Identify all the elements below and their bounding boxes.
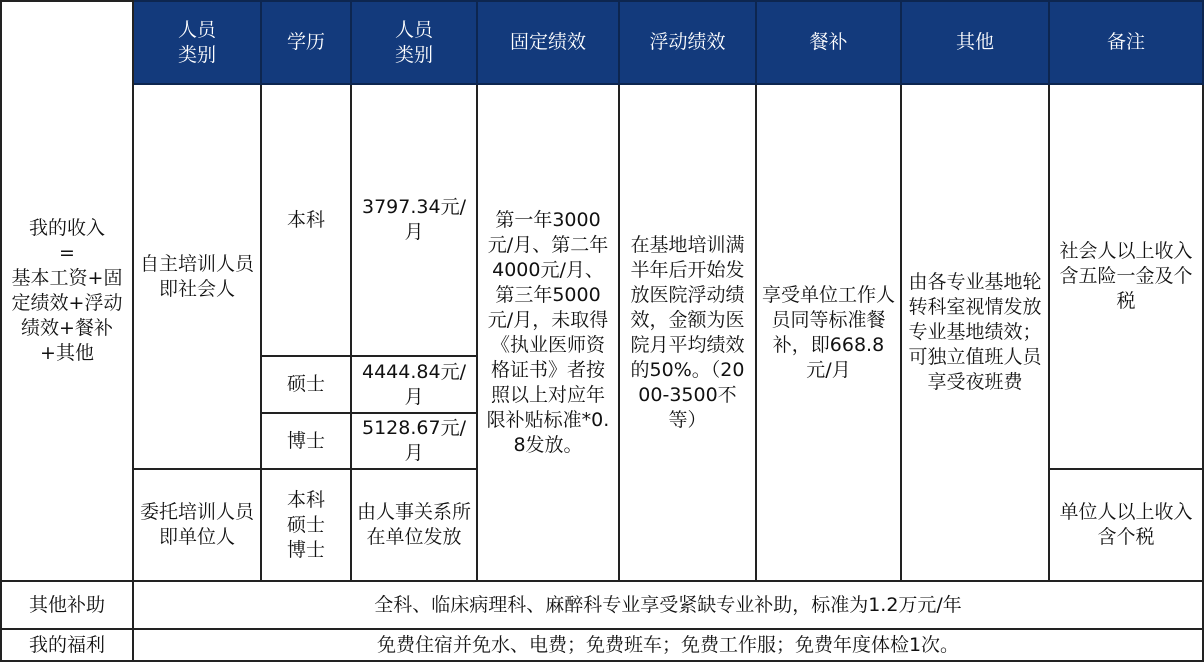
welfare-text: 免费住宿并免水、电费；免费班车；免费工作服；免费年度体检1次。 <box>133 629 1203 661</box>
income-label-cell <box>1 1 133 581</box>
base-pay-bachelor: 3797.34元/月 <box>351 84 477 356</box>
header-meal-allowance: 餐补 <box>756 1 901 84</box>
entrusted-base-pay: 由人事关系所在单位发放 <box>351 469 477 581</box>
self-training-category: 自主培训人员即社会人 <box>133 84 261 469</box>
base-pay-doctor: 5128.67元/月 <box>351 413 477 469</box>
degree-master: 硕士 <box>261 356 351 413</box>
header-category: 人员 类别 <box>133 1 261 84</box>
self-training-note: 社会人以上收入含五险一金及个税 <box>1049 84 1203 469</box>
header-fixed-performance: 固定绩效 <box>477 1 619 84</box>
other-subsidy-text: 全科、临床病理科、麻醉科专业享受紧缺专业补助，标准为1.2万元/年 <box>133 581 1203 629</box>
header-float-performance: 浮动绩效 <box>619 1 756 84</box>
welfare-row <box>1 629 1203 661</box>
other-subsidy-label: 其他补助 <box>1 581 133 629</box>
header-other: 其他 <box>901 1 1049 84</box>
entrusted-degrees: 本科 硕士 博士 <box>261 469 351 581</box>
header-degree: 学历 <box>261 1 351 84</box>
degree-bachelor: 本科 <box>261 84 351 356</box>
entrusted-category: 委托培训人员即单位人 <box>133 469 261 581</box>
fixed-performance-text: 第一年3000元/月、第二年4000元/月、第三年5000元/月，未取得《执业医师资格证书》者按照以上对应年限补贴标准*0.8发放。 <box>477 84 619 581</box>
base-pay-master: 4444.84元/月 <box>351 356 477 413</box>
other-text: 由各专业基地轮转科室视情发放专业基地绩效；可独立值班人员享受夜班费 <box>901 84 1049 581</box>
header-note: 备注 <box>1049 1 1203 84</box>
header-category-2: 人员 类别 <box>351 1 477 84</box>
table-row <box>1 84 1203 356</box>
other-subsidy-row <box>1 581 1203 629</box>
header-row <box>1 1 1203 84</box>
income-label: 我的收入 = 基本工资+固定绩效+浮动绩效+餐补+其他 <box>11 217 123 364</box>
welfare-label: 我的福利 <box>1 629 133 661</box>
degree-doctor: 博士 <box>261 413 351 469</box>
float-performance-text: 在基地培训满半年后开始发放医院浮动绩效，金额为医院月平均绩效的50%。（2000-3500不等） <box>619 84 756 581</box>
entrusted-note: 单位人以上收入含个税 <box>1049 469 1203 581</box>
meal-allowance-text: 享受单位工作人员同等标准餐补，即668.8元/月 <box>756 84 901 581</box>
